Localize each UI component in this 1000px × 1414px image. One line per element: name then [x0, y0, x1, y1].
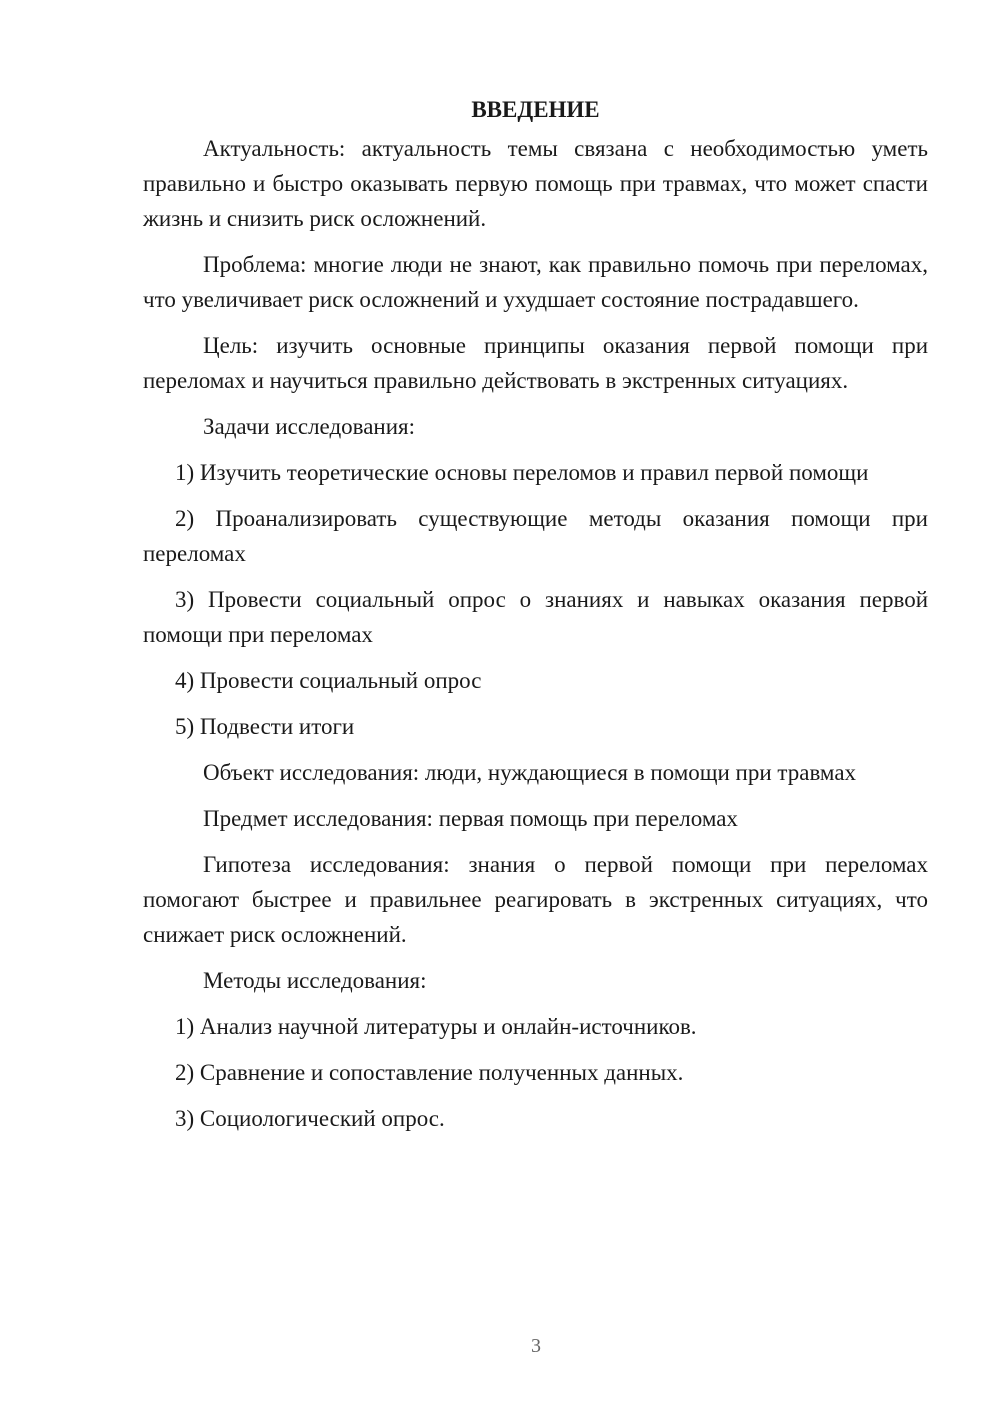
tasks-heading: Задачи исследования:	[203, 414, 416, 439]
method-item-2: 2) Сравнение и сопоставление полученных данных.	[175, 1060, 684, 1085]
paragraph-hypothesis: Гипотеза исследования: знания о первой помощи при переломах помогают быстрее и правильнее реагировать в экстренных ситуациях, что снижает риск осложнений.	[143, 852, 928, 947]
task-item-4: 4) Провести социальный опрос	[175, 668, 482, 693]
task-item-1: 1) Изучить теоретические основы переломов и правил первой помощи	[175, 460, 869, 485]
method-item-1: 1) Анализ научной литературы и онлайн-источников.	[175, 1014, 697, 1039]
methods-heading: Методы исследования:	[203, 968, 427, 993]
paragraph-problem: Проблема: многие люди не знают, как правильно помочь при переломах, что увеличивает риск осложнений и ухудшает состояние пострадавшего.	[143, 252, 928, 312]
paragraph-object: Объект исследования: люди, нуждающиеся в помощи при травмах	[203, 760, 857, 785]
paragraph-relevance: Актуальность: актуальность темы связана с необходимостью уметь правильно и быстро оказывать первую помощь при травмах, что может спасти жизнь и снизить риск осложнений.	[143, 136, 928, 231]
method-item-3: 3) Социологический опрос.	[175, 1106, 445, 1131]
page-number: 3	[531, 1335, 541, 1357]
task-item-5: 5) Подвести итоги	[175, 714, 355, 739]
paragraph-goal: Цель: изучить основные принципы оказания первой помощи при переломах и научиться правильно действовать в экстренных ситуациях.	[143, 333, 928, 393]
task-item-2: 2) Проанализировать существующие методы оказания помощи при переломах	[143, 506, 928, 566]
section-title: ВВЕДЕНИЕ	[471, 97, 600, 122]
page-content	[143, 92, 928, 1147]
task-item-3: 3) Провести социальный опрос о знаниях и навыках оказания первой помощи при переломах	[143, 587, 928, 647]
paragraph-subject: Предмет исследования: первая помощь при переломах	[203, 806, 738, 831]
